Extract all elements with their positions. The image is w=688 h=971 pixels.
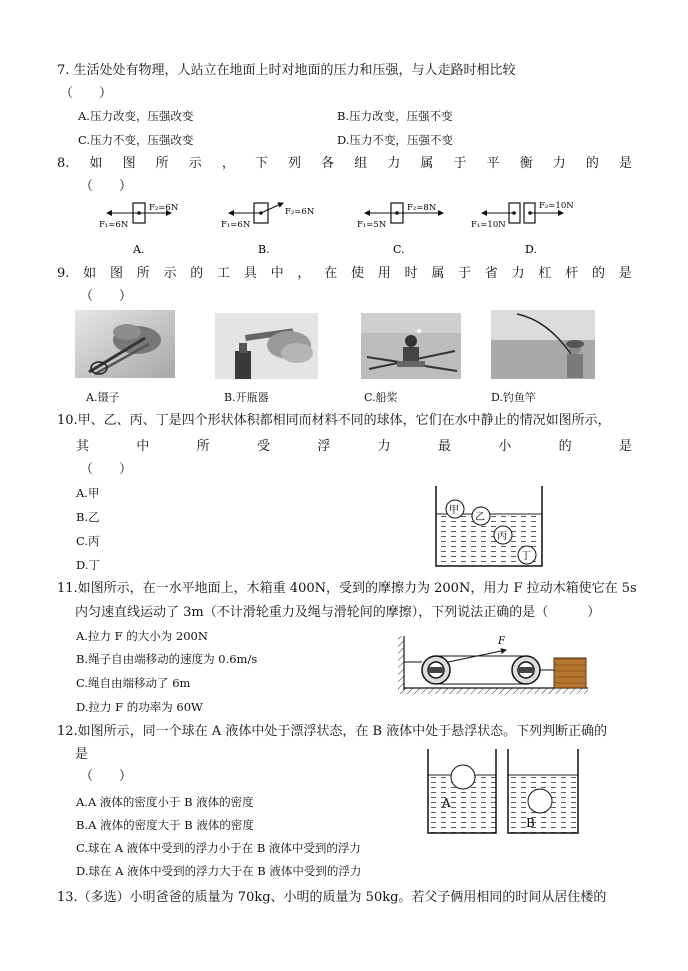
container-b-label: B xyxy=(526,816,535,830)
q12-answer-blank: （ ） xyxy=(80,769,133,784)
q12-option-c: C.球在 A 液体中受到的浮力小于在 B 液体中受到的浮力 xyxy=(76,841,361,855)
q8-diagram-b xyxy=(221,203,315,256)
q8-diagram-d xyxy=(471,201,574,256)
bottle-opener-photo xyxy=(215,313,318,379)
q11-option-a: A.拉力 F 的大小为 200N xyxy=(76,629,208,643)
q12-option-b: B.A 液体的密度大于 B 液体的密度 xyxy=(76,818,254,832)
q11-stem-line1: 11.如图所示，在一水平地面上，木箱重 400N，受到的摩擦力为 200N，用力 F 拉动木箱使它在 5s xyxy=(57,581,637,596)
q8-diagram-a xyxy=(99,203,179,256)
q7-option-d: D.压力不变，压强不变 xyxy=(337,133,453,147)
q12-option-d: D.球在 A 液体中受到的浮力大于在 B 液体中受到的浮力 xyxy=(76,864,362,878)
q8-a-label: A. xyxy=(133,243,145,256)
q11-option-d: D.拉力 F 的功率为 60W xyxy=(76,700,203,714)
ball-jia-label: 甲 xyxy=(449,505,459,516)
tweezers-photo xyxy=(75,310,175,378)
q8-b-f1-label: F₁=6N xyxy=(221,220,251,230)
q11-option-b: B.绳子自由端移动的速度为 0.6m/s xyxy=(76,652,258,666)
q7-option-b: B.压力改变，压强不变 xyxy=(337,109,453,123)
q9-stem: 9. 如 图 所 示 的 工 具 中 ， 在 使 用 时 属 于 省 力 杠 杆 的 是 xyxy=(57,266,632,281)
q12-option-a: A.A 液体的密度小于 B 液体的密度 xyxy=(76,795,254,809)
q8-c-f1-label: F₁=5N xyxy=(357,220,387,230)
q10-option-b: B.乙 xyxy=(76,510,100,524)
ball-ding-label: 丁 xyxy=(521,551,531,562)
q11-stem-line2: 内匀速直线运动了 3m（不计滑轮重力及绳与滑轮间的摩擦），下列说法正确的是（ ） xyxy=(75,605,601,620)
q8-b-label: B. xyxy=(258,243,270,256)
q7-option-a: A.压力改变，压强改变 xyxy=(78,109,194,123)
q9-caption-b: B.开瓶器 xyxy=(224,391,269,404)
q10-water-tank-diagram xyxy=(430,484,548,570)
q12-two-liquid-containers-diagram xyxy=(420,745,592,837)
q8-force-diagrams xyxy=(95,197,655,259)
q10-option-c: C.丙 xyxy=(76,534,100,548)
q7-stem: 7. 生活处处有物理，人站立在地面上时对地面的压力和压强，与人走路时相比较 xyxy=(57,63,516,78)
q10-stem-line2: 其 中 所 受 浮 力 最 小 的 是 xyxy=(76,439,632,454)
q8-c-label: C. xyxy=(393,243,405,256)
q10-option-d: D.丁 xyxy=(76,558,100,572)
q8-d-f2-label: F₂=10N xyxy=(539,201,574,211)
q8-b-f2-label: F₂=6N xyxy=(285,207,315,217)
q8-stem: 8. 如 图 所 示 ， 下 列 各 组 力 属 于 平 衡 力 的 是 xyxy=(57,156,632,171)
q12-stem-line2: 是 xyxy=(75,747,89,762)
rowing-photo xyxy=(361,313,461,379)
ball-bing-label: 丙 xyxy=(497,531,507,542)
q11-option-c: C.绳自由端移动了 6m xyxy=(76,676,191,690)
q8-c-f2-label: F₂=8N xyxy=(407,203,437,213)
q8-diagram-c xyxy=(357,203,443,256)
q9-caption-c: C.船桨 xyxy=(364,391,398,404)
q7-answer-blank: （ ） xyxy=(60,86,113,101)
q13-stem-line1: 13.（多选）小明爸爸的质量为 70kg、小明的质量为 50kg。若父子俩用相同的时间从居住楼的 xyxy=(57,890,607,905)
q8-answer-blank: （ ） xyxy=(80,179,133,194)
q12-stem-line1: 12.如图所示，同一个球在 A 液体中处于漂浮状态，在 B 液体中处于悬浮状态。下列判断正确的 xyxy=(57,724,608,739)
q11-force-f-label: F xyxy=(498,636,505,647)
q8-a-f1-label: F₁=6N xyxy=(99,220,129,230)
q8-d-label: D. xyxy=(525,243,537,256)
q8-d-f1-label: F₁=10N xyxy=(471,220,506,230)
ball-yi-label: 乙 xyxy=(475,512,485,523)
container-a-label: A xyxy=(442,796,451,810)
q10-option-a: A.甲 xyxy=(76,486,100,500)
fishing-rod-photo xyxy=(491,310,595,379)
q10-answer-blank: （ ） xyxy=(80,462,133,477)
q11-pulley-diagram xyxy=(398,632,590,696)
q8-a-f2-label: F₂=6N xyxy=(149,203,179,213)
q7-option-c: C.压力不变，压强改变 xyxy=(78,133,194,147)
q9-caption-a: A.镊子 xyxy=(86,391,120,404)
q9-answer-blank: （ ） xyxy=(80,289,133,304)
q9-caption-d: D.钓鱼竿 xyxy=(491,391,536,404)
q10-stem-line1: 10.甲、乙、丙、丁是四个形状体积都相同而材料不同的球体，它们在水中静止的情况如图所示， xyxy=(57,413,611,428)
